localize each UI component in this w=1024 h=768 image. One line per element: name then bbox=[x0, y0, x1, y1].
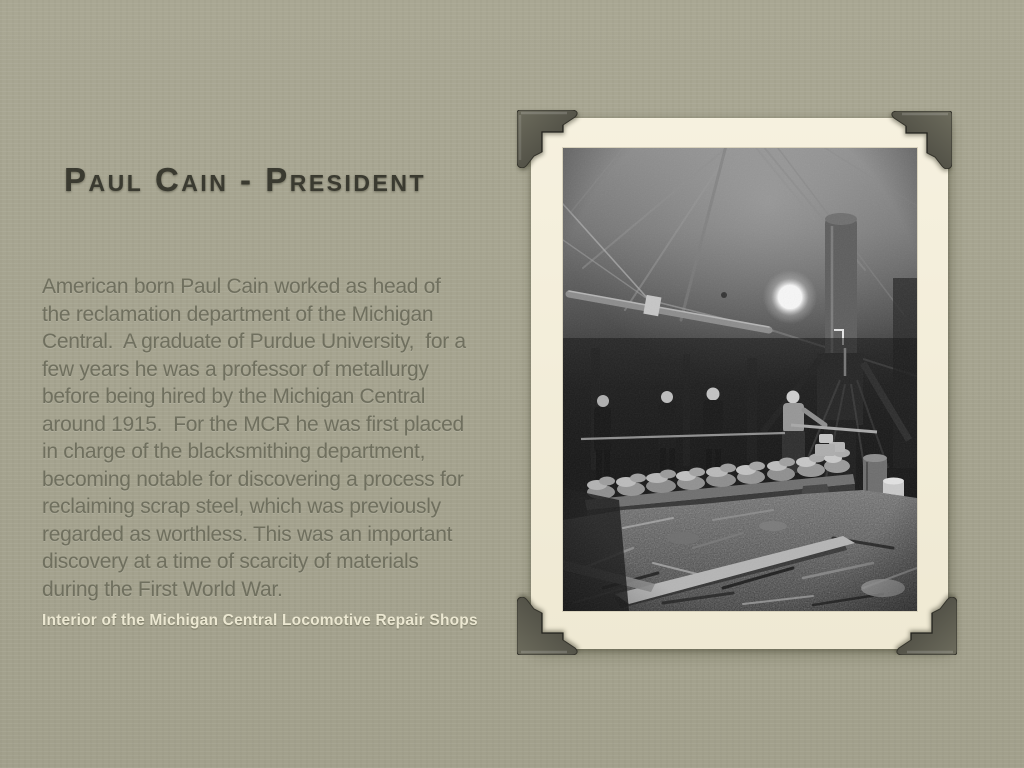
photo-frame bbox=[531, 118, 948, 649]
body-text-line: during the First World War. bbox=[42, 577, 283, 601]
body-text bbox=[42, 273, 542, 603]
body-text-line: reclaiming scrap steel, which was previously bbox=[42, 495, 441, 518]
body-text-line: the reclamation department of the Michigan bbox=[42, 302, 434, 326]
photo-corner-icon bbox=[890, 111, 952, 169]
slide-title: Paul Cain - President bbox=[64, 161, 427, 198]
body-text-line: around 1915. For the MCR he was first placed bbox=[42, 412, 464, 436]
body-text-line: discovery at a time of scarcity of materials bbox=[42, 550, 419, 573]
body-text-line: few years he was a professor of metallurgy bbox=[42, 357, 429, 381]
photo-corner-mount-bottom-right bbox=[895, 597, 957, 655]
repair-shop-photo-illustration bbox=[563, 148, 917, 611]
photo-corner-mount-top-right bbox=[890, 111, 952, 169]
body-text-line: before being hired by the Michigan Central bbox=[42, 385, 426, 408]
body-text-line: regarded as worthless. This was an important bbox=[42, 522, 453, 546]
body-text-line: American born Paul Cain worked as head of bbox=[42, 275, 441, 298]
photo-corner-mount-bottom-left bbox=[517, 597, 579, 655]
body-text-line: in charge of the blacksmithing department, bbox=[42, 440, 426, 463]
photo-corner-icon bbox=[895, 597, 957, 655]
photo-corner-icon bbox=[517, 597, 579, 655]
photo-corner-icon bbox=[517, 110, 579, 168]
photo-caption: Interior of the Michigan Central Locomotive Repair Shops bbox=[42, 612, 478, 629]
photo bbox=[563, 148, 917, 611]
body-text-line: Central. A graduate of Purdue University, for a bbox=[42, 330, 466, 353]
body-text-line: becoming notable for discovering a process for bbox=[42, 467, 464, 491]
photo-corner-mount-top-left bbox=[517, 110, 579, 168]
